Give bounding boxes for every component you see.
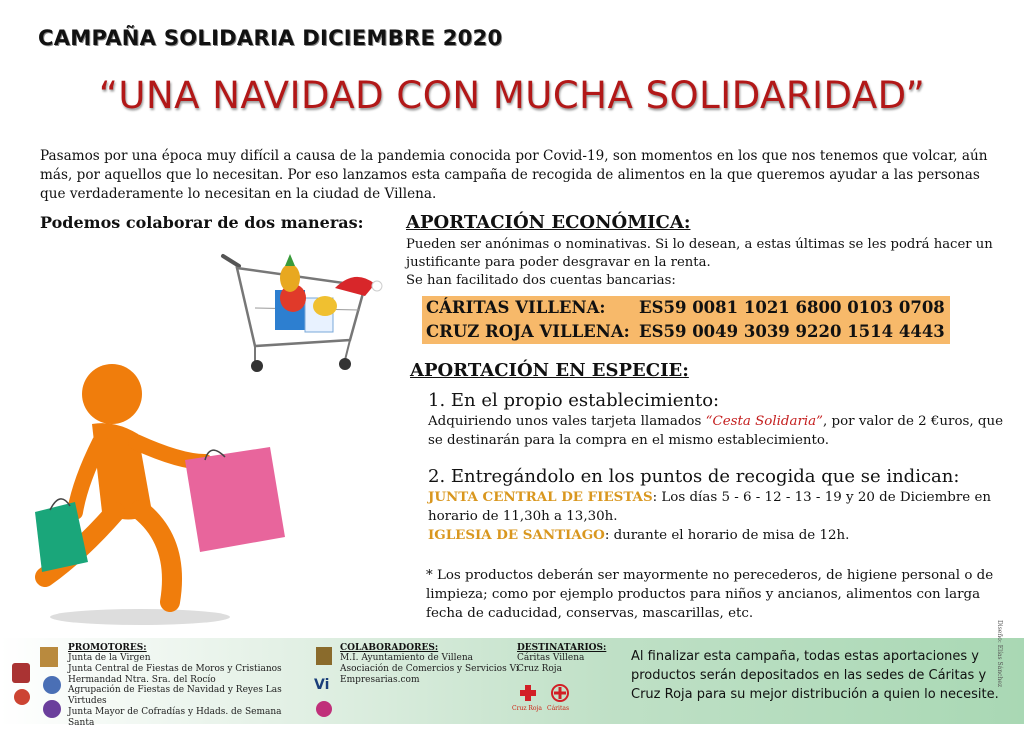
promoters-title: PROMOTORES: [68, 643, 147, 653]
recipient-item: Cruz Roja [517, 663, 562, 674]
promoter-item: Junta de la Virgen [68, 653, 151, 663]
recipients-title: DESTINATARIOS: [517, 643, 607, 653]
in-kind-heading: APORTACIÓN EN ESPECIE: [410, 360, 689, 381]
bank-account-row [426, 320, 945, 344]
economic-heading: APORTACIÓN ECONÓMICA: [406, 212, 691, 233]
economic-text-1: Pueden ser anónimas o nominativas. Si lo desean, a estas últimas se les podrá hacer un justificante para poder desgravar en la renta. [406, 237, 993, 270]
design-credit: Diseño: Elías Sánchez [996, 620, 1003, 688]
point-1-text: : Los días 5 - 6 - 12 - 13 - 19 y 20 de Diciembre en horario de 11,30h a 13,30h. [428, 490, 992, 524]
promoter-item: Hermandad Ntra. Sra. del Rocío [68, 674, 216, 685]
point-2-name: IGLESIA DE SANTIAGO [428, 527, 605, 543]
shopping-cart-illustration [215, 248, 395, 378]
running-figure-illustration [20, 362, 300, 632]
bank-account-name: CÁRITAS VILLENA: [426, 298, 606, 317]
bank-account-name: CRUZ ROJA VILLENA: [426, 322, 630, 341]
promoter-item: Junta Mayor de Cofradías y Hdads. de Semana Santa [68, 706, 282, 728]
intro-paragraph: Pasamos por una época muy difícil a causa de la pandemia conocida por Covid-19, son momentos en los que nos tenemos que volcar, aún más, por aquellos que lo necesitan. Por eso lanzamos esta campaña de recogida de alimentos en la que queremos ayudar a las personas que verdaderamente lo necesitan en la ciudad de Villena. [40, 148, 988, 202]
bank-account-iban: ES59 0081 1021 6800 0103 0708 [639, 298, 945, 317]
option-2-text [428, 488, 1008, 545]
products-note: * Los productos deberán ser mayormente no perecederos, de higiene personal o de limpieza; como por ejemplo productos para niños y ancianos, alimentos con larga fecha de caducidad, conservas, mascarillas, etc. [426, 568, 994, 621]
bank-account-iban: ES59 0049 3039 9220 1514 4443 [639, 322, 945, 341]
cesta-solidaria-label: “Cesta Solidaria” [705, 414, 824, 429]
collaborator-item: Empresarias.com [340, 674, 420, 685]
point-1-name: JUNTA CENTRAL DE FIESTAS [428, 489, 653, 505]
promoter-item: Junta Central de Fiestas de Moros y Cristianos [68, 663, 282, 674]
option-1-text-b: , por valor de 2 €uros, que se destinarán para la compra en el mismo establecimiento. [428, 414, 1004, 448]
caritas-icon [550, 683, 570, 703]
option-2-title: 2. Entregándolo en los puntos de recogida que se indican: [428, 466, 960, 487]
option-1-title: 1. En el propio establecimiento: [428, 390, 720, 411]
point-2-text: : durante el horario de misa de 12h. [604, 528, 850, 543]
svg-text:Vi: Vi [314, 677, 330, 693]
economic-description [406, 236, 996, 290]
promoters-logos [8, 645, 66, 721]
bank-accounts-box [422, 296, 950, 344]
promoters-block [68, 643, 308, 729]
recipient-item: Cáritas Villena [517, 653, 585, 663]
collaborators-title: COLABORADORES: [340, 643, 439, 653]
ways-heading: Podemos colaborar de dos maneras: [40, 213, 364, 232]
recipients-block [517, 643, 617, 675]
promoter-item: Agrupación de Fiestas de Navidad y Reyes Las Virtudes [68, 685, 282, 707]
caritas-logo-text: Cáritas [547, 705, 570, 712]
cruz-roja-logo-text: Cruz Roja [512, 705, 542, 712]
collaborators-logos [310, 645, 338, 721]
collaborator-item: Asociación de Comercios y Servicios Vi [340, 663, 519, 674]
economic-text-2: Se han facilitado dos cuentas bancarias: [406, 273, 676, 288]
final-statement: Al finalizar esta campaña, todas estas aportaciones y productos serán depositados en las sedes de Cáritas y Cruz Roja para su mejor distribución a quien lo necesite. [631, 649, 999, 702]
collaborators-block [340, 643, 519, 685]
collaborator-item: M.I. Ayuntamiento de Villena [340, 653, 473, 663]
main-title: “UNA NAVIDAD CON MUCHA SOLIDARIDAD” [98, 74, 926, 117]
bank-account-row [426, 296, 945, 320]
red-cross-icon [518, 683, 538, 703]
campaign-header: CAMPAÑA SOLIDARIA DICIEMBRE 2020 [38, 26, 503, 50]
option-1-text-a: Adquiriendo unos vales tarjeta llamados [428, 414, 706, 429]
option-1-text [428, 412, 1008, 450]
